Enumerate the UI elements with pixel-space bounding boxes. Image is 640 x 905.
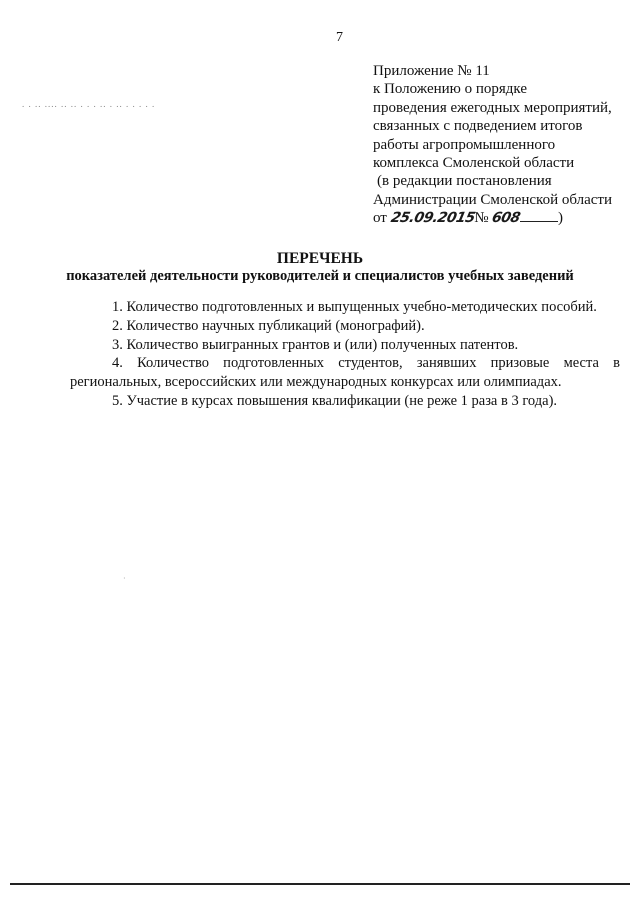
bottom-rule bbox=[10, 883, 630, 885]
appendix-line: проведения ежегодных мероприятий, bbox=[373, 99, 612, 116]
indicator-list bbox=[70, 298, 620, 411]
list-item: 2. Количество научных публикаций (монографий). bbox=[112, 317, 425, 334]
appendix-line: работы агропромышленного bbox=[373, 136, 556, 153]
underline-blank bbox=[520, 209, 558, 222]
number-prefix: № bbox=[474, 210, 489, 227]
closing-paren: ) bbox=[557, 210, 563, 227]
appendix-line: комплекса Смоленской области bbox=[373, 155, 575, 172]
scan-artifact: · bbox=[123, 574, 126, 583]
date-prefix: от bbox=[373, 210, 387, 227]
appendix-line: Администрации Смоленской области bbox=[373, 191, 612, 208]
document-subtitle: показателей деятельности руководителей и специалистов учебных заведений bbox=[66, 268, 574, 284]
scan-artifact: . . .. .... .. .. . . . .. . .. . . . . . bbox=[22, 99, 156, 109]
document-title: ПЕРЕЧЕНЬ bbox=[276, 250, 364, 267]
list-item: 3. Количество выигранных грантов и (или) полученных патентов. bbox=[112, 336, 519, 353]
appendix-line: Приложение № 11 bbox=[373, 63, 490, 79]
list-item: 1. Количество подготовленных и выпущенных учебно-методических пособий. bbox=[112, 299, 597, 315]
appendix-line: к Положению о порядке bbox=[373, 81, 527, 98]
handwritten-number: 608 bbox=[490, 210, 522, 227]
list-item: 5. Участие в курсах повышения квалификации (не реже 1 раза в 3 года). bbox=[112, 392, 558, 409]
appendix-date-line bbox=[373, 209, 633, 227]
list-item: 4. Количество подготовленных студентов, занявших призовые места в региональных, всероссийских или международных конкурсах или олимпиадах. bbox=[70, 355, 620, 391]
appendix-line: связанных с подведением итогов bbox=[373, 118, 583, 135]
handwritten-date: 25.09.2015 bbox=[388, 210, 476, 227]
page-number: 7 bbox=[336, 30, 343, 45]
appendix-line: (в редакции постановления bbox=[377, 173, 552, 190]
appendix-block bbox=[373, 62, 633, 228]
